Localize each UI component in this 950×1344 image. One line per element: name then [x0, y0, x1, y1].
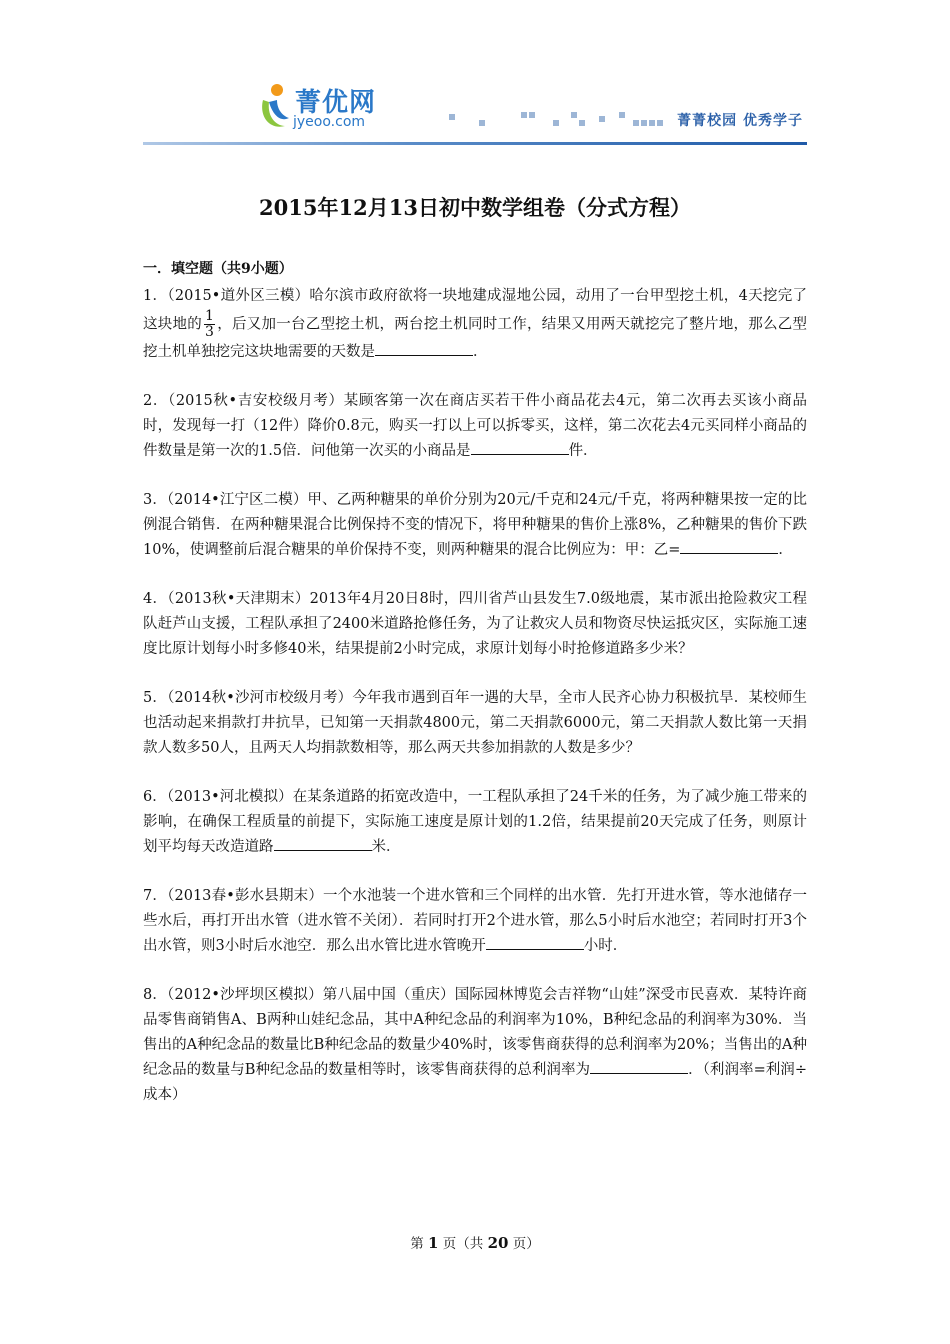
question-6 [143, 785, 807, 860]
question-list [143, 258, 807, 1132]
question-text: 1．（2015•道外区三模）哈尔滨市政府欲将一块地建成湿地公园，动用了一台甲型挖土机，4天挖完了这块地的 [143, 288, 807, 333]
answer-blank[interactable] [486, 935, 584, 950]
fraction-denominator: 3 [205, 324, 214, 340]
page-footer [0, 1232, 950, 1252]
question-text: ． [473, 344, 488, 360]
question-text: 件． [568, 443, 598, 459]
page-header [143, 80, 807, 144]
answer-blank[interactable] [590, 1059, 688, 1074]
question-text: 2．（2015秋•吉安校级月考）某顾客第一次在商店买若干件小商品花去4元，第二次再去买该小商品时，发现每一打（12件）降价0.8元，购买一打以上可以拆零买，这样，第二次花去4元买同样小商品的件数量是第一次的1.5倍．问他第一次买的小商品是 [143, 393, 807, 459]
slogan: 菁菁校园 优秀学子 [677, 113, 803, 129]
question-7 [143, 884, 807, 959]
question-1 [143, 284, 807, 365]
question-3 [143, 488, 807, 563]
decorative-dots [443, 110, 683, 130]
question-text: ，后又加一台乙型挖土机，两台挖土机同时工作，结果又用两天就挖完了整片地，那么乙型挖土机单独挖完这块地需要的天数是 [143, 316, 808, 360]
question-text: ． [778, 542, 793, 558]
page-title: 2015年12月13日初中数学组卷（分式方程） [259, 195, 691, 220]
page-total: 20 [487, 1234, 509, 1252]
answer-blank[interactable] [274, 836, 372, 851]
page-number: 1 [428, 1234, 439, 1252]
answer-blank[interactable] [471, 440, 569, 455]
fraction [204, 309, 215, 340]
question-8 [143, 983, 807, 1108]
question-text: 8．（2012•沙坪坝区模拟）第八届中国（重庆）国际园林博览会吉祥物“山娃”深受市民喜欢．某特许商品零售商销售A、B两种山娃纪念品，其中A种纪念品的利润率为10%，B种纪念品的利润率为30%．当售出的A种纪念品的数量比B种纪念品的数量少40%时，该零售商获得的总利润率为20%；当售出的A种纪念品的数量与B种纪念品的数量相等时，该零售商获得的总利润率为 [143, 987, 807, 1078]
question-text: 4．（2013秋•天津期末）2013年4月20日8时，四川省芦山县发生7.0级地震，某市派出抢险救灾工程队赶芦山支援，工程队承担了2400米道路抢修任务，为了让救灾人员和物资尽快运抵灾区，实际施工速度比原计划每小时多修40米，结果提前2小时完成，求原计划每小时抢修道路多少米？ [143, 591, 807, 657]
answer-blank[interactable] [375, 341, 473, 356]
logo-main-text: 菁优网 [295, 88, 377, 118]
question-text: ．（利润率=利润÷成本） [143, 1062, 807, 1103]
fraction-numerator: 1 [205, 308, 214, 324]
section-heading: 一．填空题（共9小题） [143, 261, 293, 277]
footer-suffix: 页） [512, 1236, 540, 1252]
footer-prefix: 第 [410, 1236, 424, 1252]
question-text: 米． [371, 839, 401, 855]
question-2 [143, 389, 807, 464]
question-5 [143, 686, 807, 761]
question-text: 小时． [583, 938, 628, 954]
logo-sub-text: jyeoo.com [293, 114, 366, 130]
question-text: 5．（2014秋•沙河市校级月考）今年我市遇到百年一遇的大旱，全市人民齐心协力积极抗旱．某校师生也活动起来捐款打井抗旱，已知第一天捐款4800元，第二天捐款6000元，第二天捐款人数比第一天捐款人数多50人，且两天人均捐款数相等，那么两天共参加捐款的人数是多少？ [143, 690, 807, 756]
jyeoo-logo [255, 80, 395, 140]
answer-blank[interactable] [680, 539, 778, 554]
header-divider [143, 142, 807, 145]
question-text: 7．（2013春•彭水县期末）一个水池装一个进水管和三个同样的出水管．先打开进水管，等水池储存一些水后，再打开出水管（进水管不关闭）．若同时打开2个进水管，那么5小时后水池空；若同时打开3个出水管，则3小时后水池空．那么出水管比进水管晚开 [143, 888, 807, 954]
question-text: 3．（2014•江宁区二模）甲、乙两种糖果的单价分别为20元/千克和24元/千克，将两种糖果按一定的比例混合销售．在两种糖果混合比例保持不变的情况下，将甲种糖果的售价上涨8%，乙种糖果的售价下跌10%，使调整前后混合糖果的单价保持不变，则两种糖果的混合比例应为：甲：乙= [143, 492, 807, 558]
question-text: 6．（2013•河北模拟）在某条道路的拓宽改造中，一工程队承担了24千米的任务，为了减少施工带来的影响，在确保工程质量的前提下，实际施工速度是原计划的1.2倍，结果提前20天完成了任务，则原计划平均每天改造道路 [143, 789, 807, 855]
question-4 [143, 587, 807, 662]
logo-mark-icon [255, 82, 295, 138]
footer-mid: 页（共 [442, 1236, 484, 1252]
